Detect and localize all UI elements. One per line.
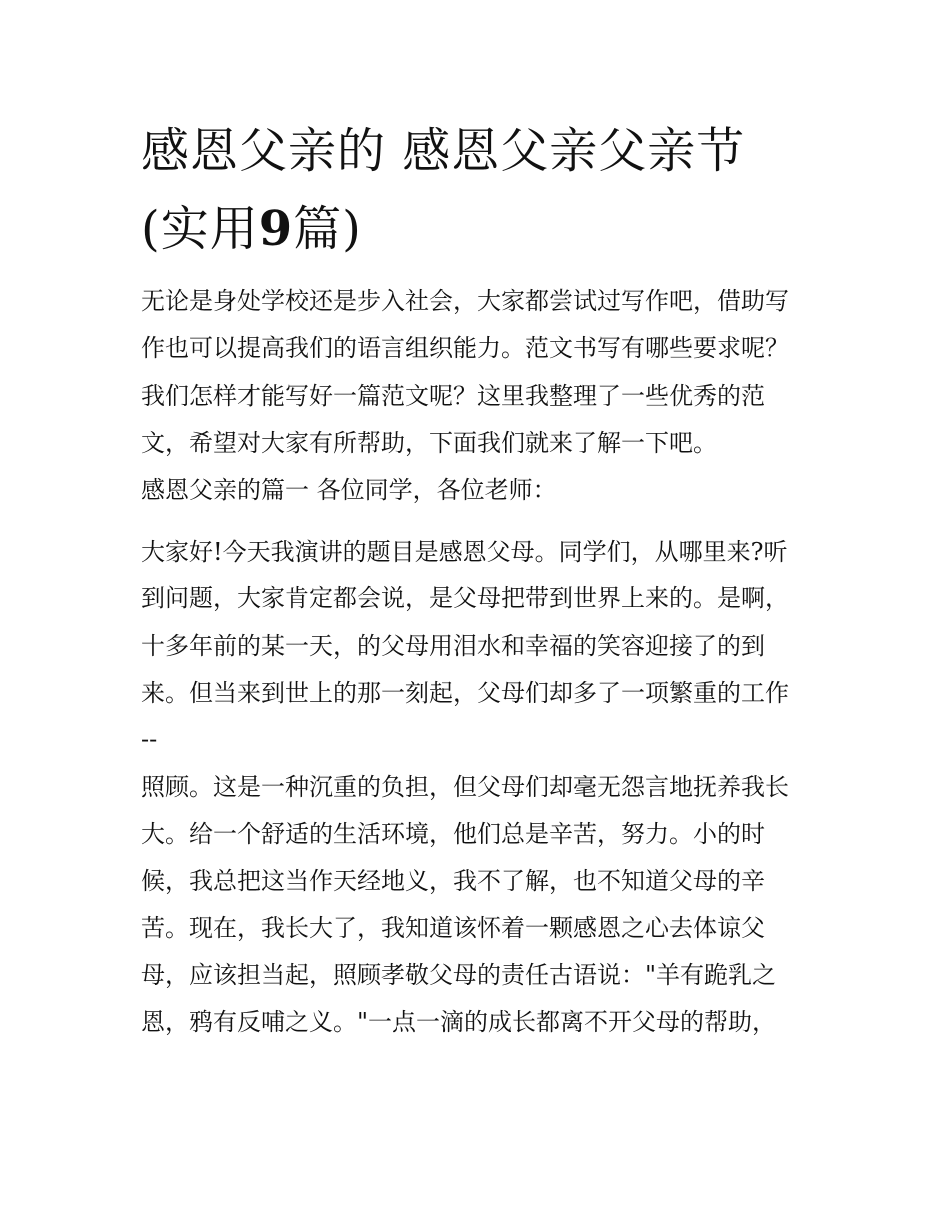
section-heading: 感恩父亲的篇一 各位同学，各位老师： [141, 476, 557, 504]
body-line: 苦。现在，我长大了，我知道该怀着一颗感恩之心去体谅父 [141, 914, 765, 942]
title-line-2 [141, 190, 821, 268]
title-line-2-open: (实用 [141, 201, 259, 257]
title-line-1: 感恩父亲的 感恩父亲父亲节 [141, 123, 746, 179]
body-line: 无论是身处学校还是步入社会，大家都尝试过写作吧，借助写 [141, 287, 789, 315]
body-line: 十多年前的某一天，的父母用泪水和幸福的笑容迎接了的到 [141, 632, 765, 660]
body-line: 作也可以提高我们的语言组织能力。范文书写有哪些要求呢？ [141, 334, 789, 362]
title-line-2-number: 9 [258, 201, 294, 257]
body-line: 照顾。这是一种沉重的负担，但父母们却毫无怨言地抚养我长 [141, 773, 789, 801]
body-line: 来。但当来到世上的那一刻起，父母们却多了一项繁重的工作 [141, 679, 789, 707]
body-line: 母，应该担当起，照顾孝敬父母的责任古语说："羊有跪乳之 [141, 961, 777, 989]
body-line: 恩，鸦有反哺之义。"一点一滴的成长都离不开父母的帮助， [141, 1008, 777, 1036]
body-line: 候，我总把这当作天经地义，我不了解，也不知道父母的辛 [141, 867, 765, 895]
body-line: 大家好!今天我演讲的题目是感恩父母。同学们，从哪里来?听 [141, 538, 788, 566]
body-line: 到问题，大家肯定都会说，是父母把带到世界上来的。是啊， [141, 584, 789, 612]
body-line: -- [141, 725, 158, 753]
page-title [141, 112, 821, 268]
body-line: 大。给一个舒适的生活环境，他们总是辛苦，努力。小的时 [141, 820, 765, 848]
title-line-2-close: 篇) [293, 201, 362, 257]
body-line: 文，希望对大家有所帮助，下面我们就来了解一下吧。 [141, 429, 717, 457]
body-line: 我们怎样才能写好一篇范文呢？这里我整理了一些优秀的范 [141, 382, 765, 410]
